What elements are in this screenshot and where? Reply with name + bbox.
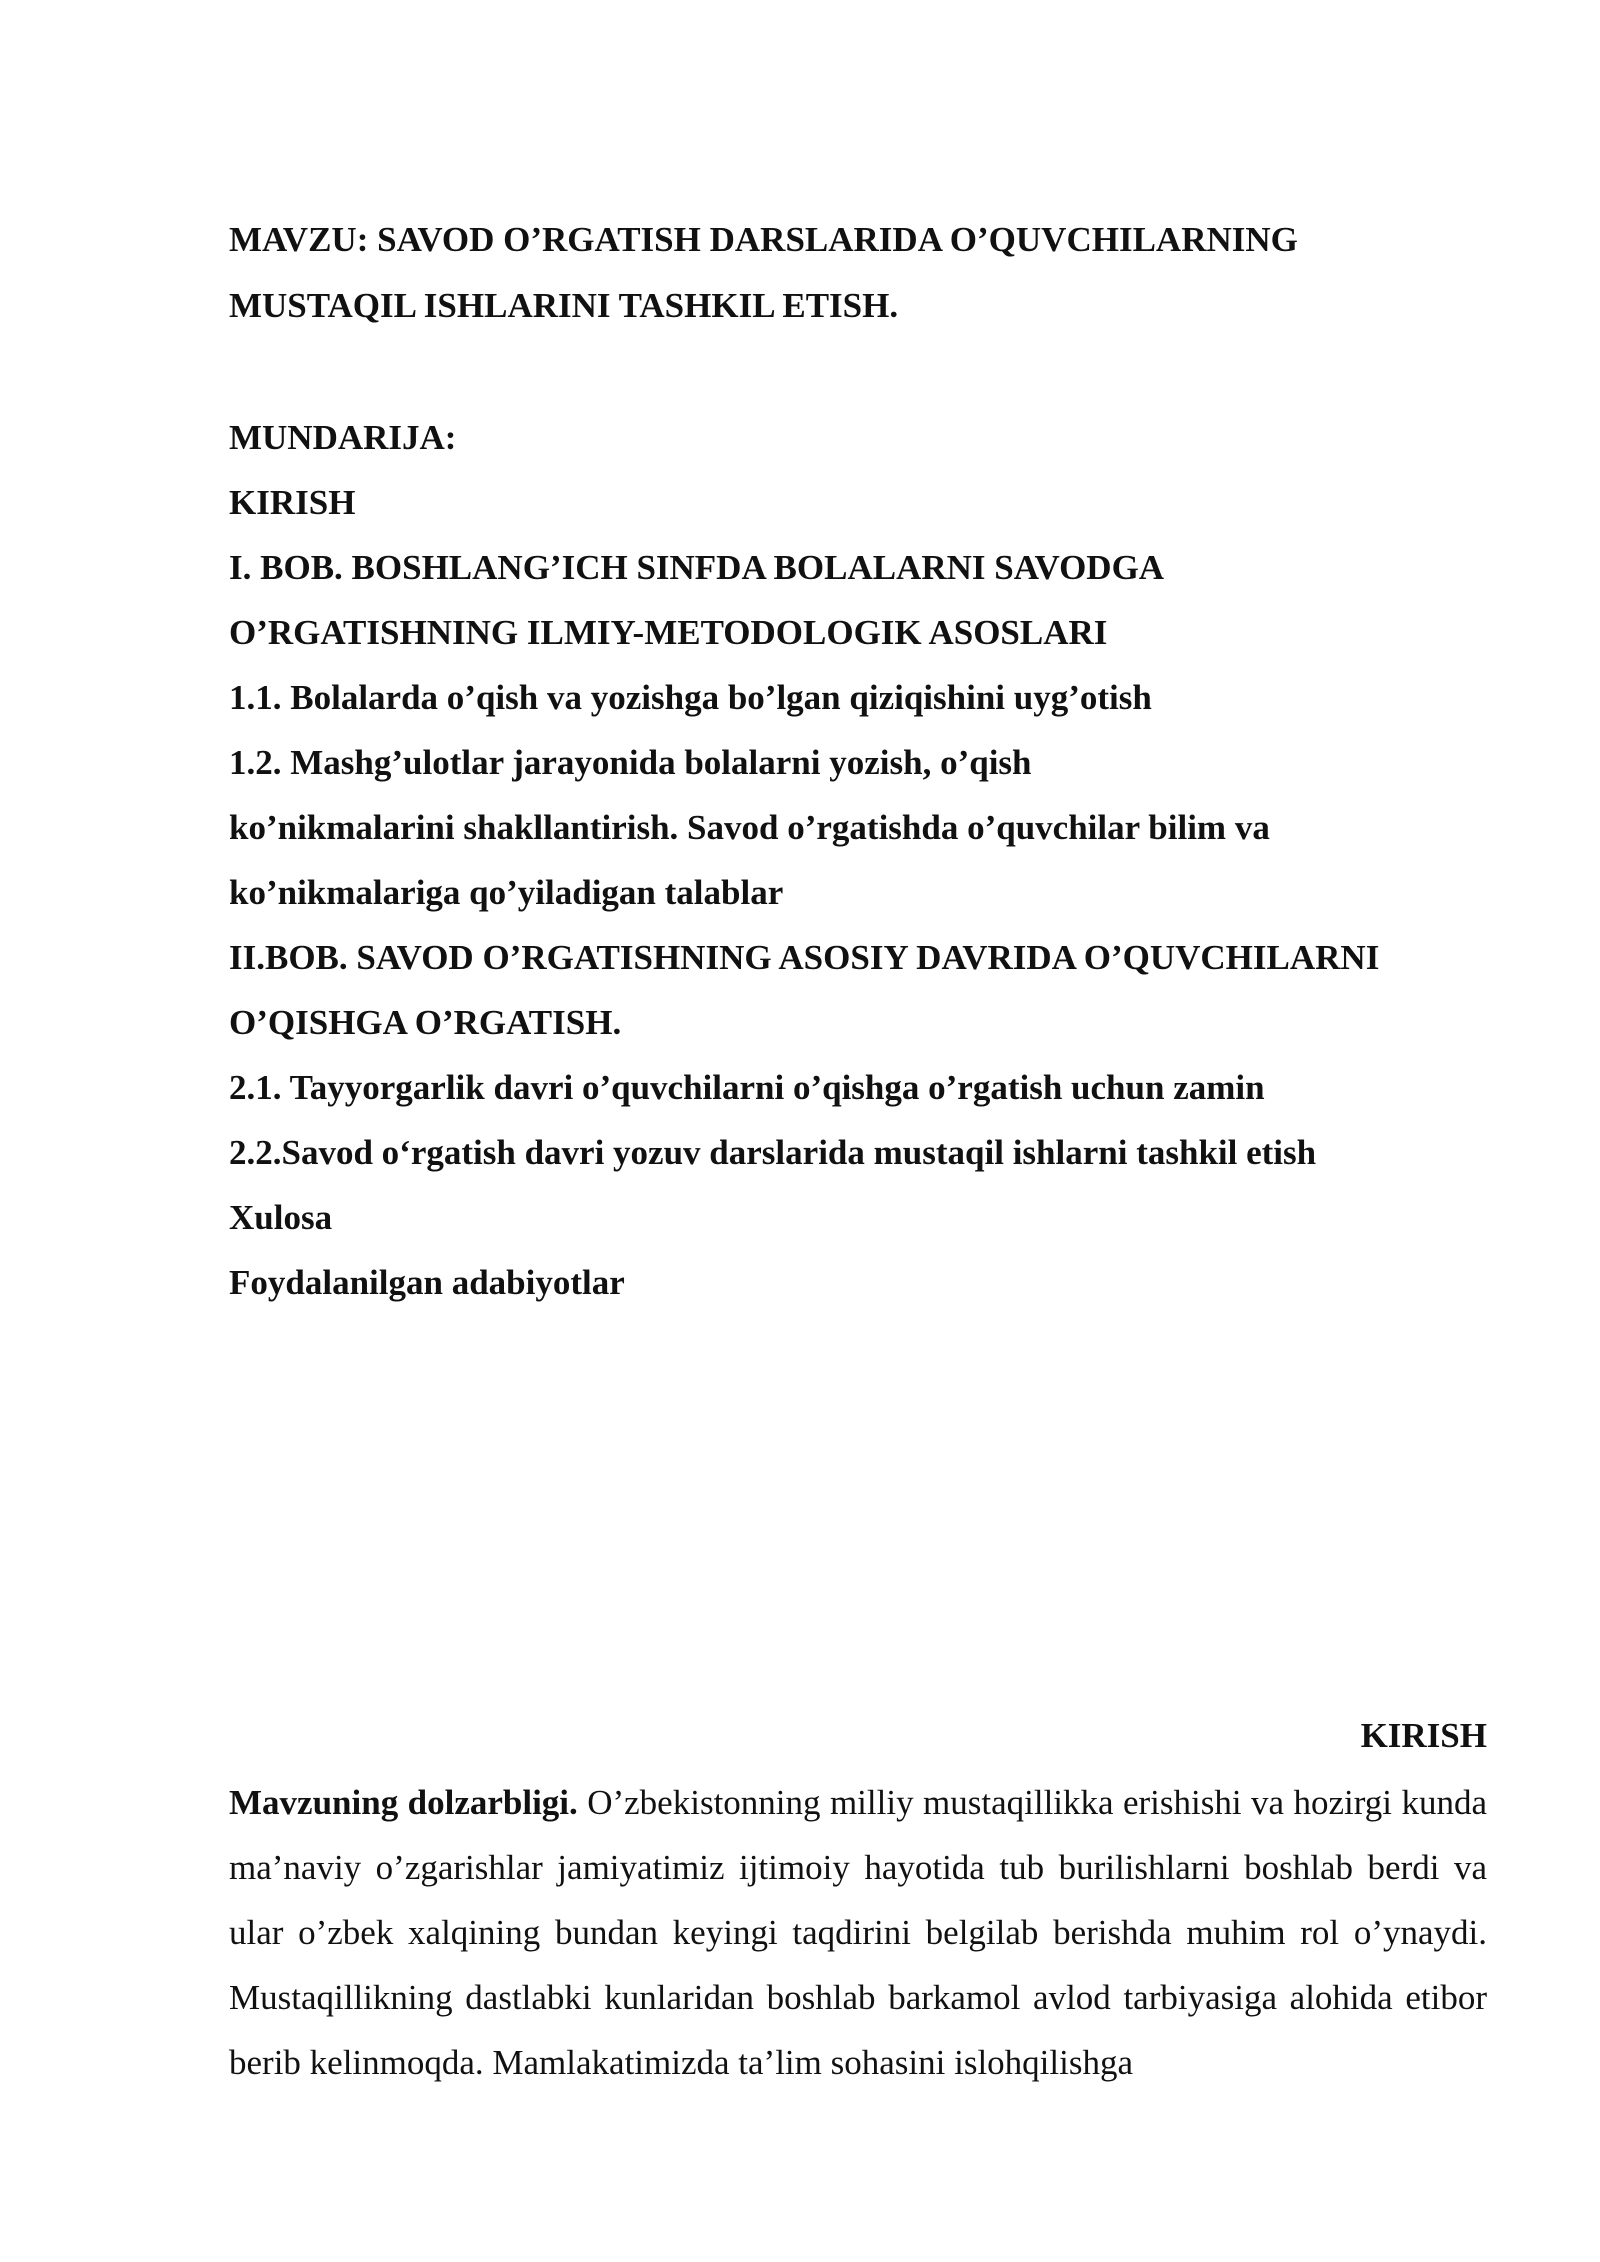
intro-text: O’zbekistonning milliy mustaqillikka erishishi va hozirgi kunda ma’naviy o’zgarishlar jamiyatimiz ijtimoiy hayotida tub burilishlarni boshlab berdi va ular o’zbek xalqining bundan keyingi taqdirini belgilab berishda muhim rol o’ynaydi. Mustaqillikning dastlabki kunlaridan boshlab barkamol avlod tarbiyasiga alohida etibor berib kelinmoqda. Mamlakatimizda ta’lim sohasini islohqilishga xyxy=(229,1783,1487,2082)
document-title-line-2: MUSTAQIL ISHLARINI TASHKIL ETISH. xyxy=(229,286,899,325)
contents-item: II.BOB. SAVOD O’RGATISHNING ASOSIY DAVRIDA O’QUVCHILARNI xyxy=(229,938,1380,977)
contents-item: Xulosa xyxy=(229,1198,333,1237)
document-title-line-1: MAVZU: SAVOD O’RGATISH DARSLARIDA O’QUVCHILARNING xyxy=(229,220,1298,259)
contents-item: ko’nikmalarini shakllantirish. Savod o’rgatishda o’quvchilar bilim va xyxy=(229,808,1270,847)
intro-heading: KIRISH xyxy=(1360,1716,1487,1755)
contents-item: I. BOB. BOSHLANG’ICH SINFDA BOLALARNI SAVODGA xyxy=(229,548,1165,587)
contents-item: 1.2. Mashg’ulotlar jarayonida bolalarni yozish, o’qish xyxy=(229,743,1032,782)
contents-item: Foydalanilgan adabiyotlar xyxy=(229,1263,625,1302)
contents-item: KIRISH xyxy=(229,483,356,522)
contents-item: 2.2.Savod o‘rgatish davri yozuv darslarida mustaqil ishlarni tashkil etish xyxy=(229,1133,1317,1172)
contents-item: 2.1. Tayyorgarlik davri o’quvchilarni o’qishga o’rgatish uchun zamin xyxy=(229,1068,1265,1107)
intro-paragraph xyxy=(229,1770,1487,2095)
contents-item: ko’nikmalariga qo’yiladigan talablar xyxy=(229,873,784,912)
contents-item: O’QISHGA O’RGATISH. xyxy=(229,1003,622,1042)
contents-heading: MUNDARIJA: xyxy=(229,418,457,457)
intro-lead: Mavzuning dolzarbligi. xyxy=(229,1783,578,1822)
contents-item: O’RGATISHNING ILMIY-METODOLOGIK ASOSLARI xyxy=(229,613,1108,652)
contents-item: 1.1. Bolalarda o’qish va yozishga bo’lgan qiziqishini uyg’otish xyxy=(229,678,1152,717)
